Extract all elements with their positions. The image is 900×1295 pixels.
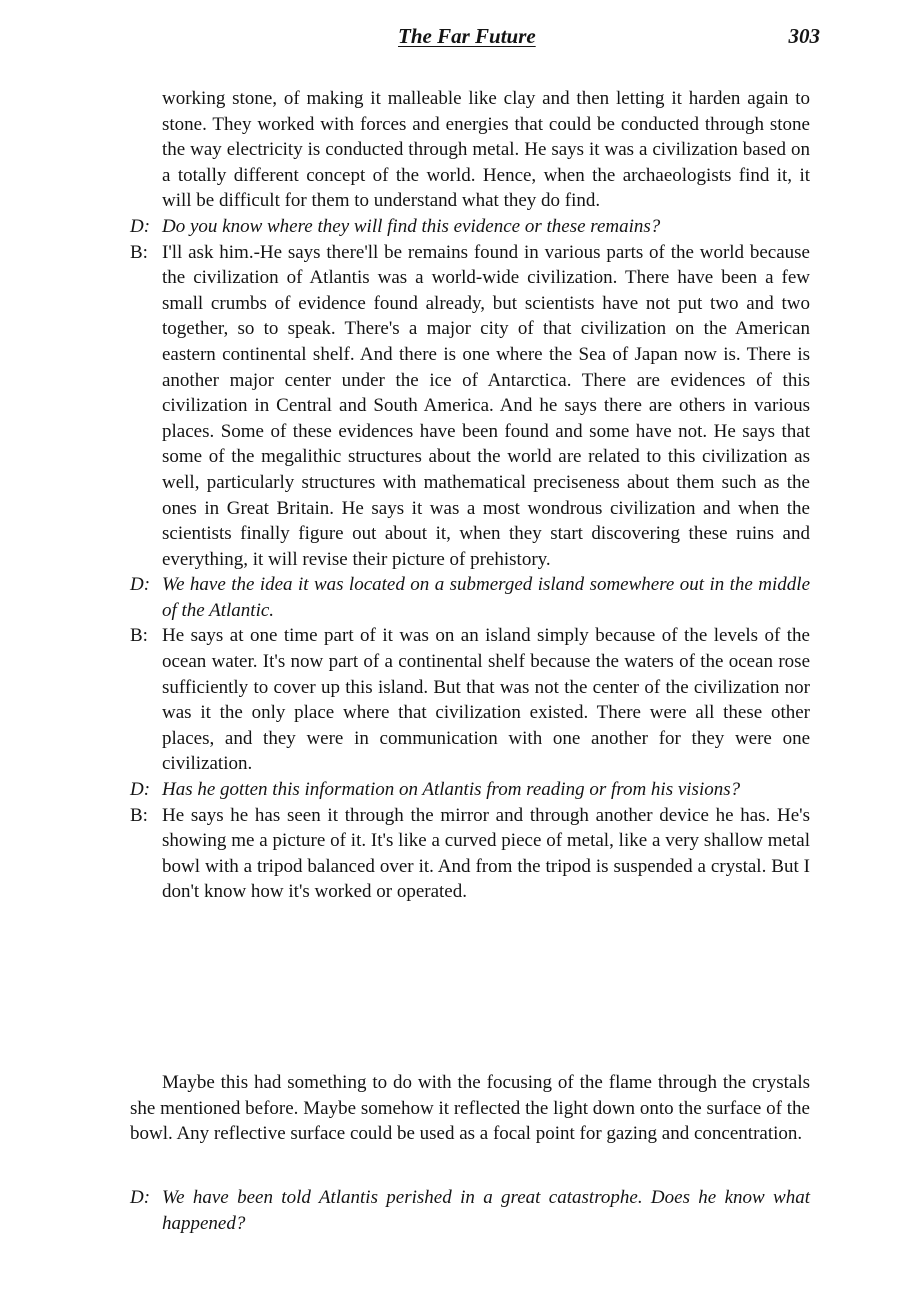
narration-paragraph: Maybe this had something to do with the focusing of the flame through the crystals she mentioned before. Maybe somehow it reflected the light down onto the surface of the bowl. Any reflective surface could be used as a focal point for gazing and concentration. — [130, 1072, 810, 1145]
speaker-label: D: — [130, 574, 151, 596]
question-entry — [130, 1185, 810, 1236]
entry-text: I'll ask him.-He says there'll be remains found in various parts of the world because the civilization of Atlantis was a world-wide civilization. There have been a few small crumbs of evidence found already, but scientists have not put two and two together, so to speak. There's a major city of that civilization on the American eastern continental shelf. And there is one where the Sea of Japan now is. There is another major center under the ice of Antarctica. There are evidences of this civilization in Central and South America. And he says there are others in various places. Some of these evidences have been found and some have not. He says that some of the megalithic structures about the world are related to this civilization as well, particularly structures with mathematical preciseness about them such as the ones in Great Britain. He says it was a most wondrous civilization and when the scientists finally figure out about it, when they start discovering these ruins and everything, it will revise their picture of prehistory. — [162, 241, 810, 570]
entry-text: He says he has seen it through the mirror and through another device he has. He's showing me a picture of it. It's like a curved piece of metal, like a very shallow metal bowl with a tripod balanced over it. And from the tripod is suspended a crystal. But I don't know how it's worked or operated. — [162, 804, 810, 903]
entry-text: Do you know where they will find this evidence or these remains? — [162, 215, 661, 237]
running-title: The Far Future — [398, 24, 536, 48]
answer-entry — [130, 240, 810, 573]
speaker-label: D: — [130, 779, 151, 801]
entry-text: Has he gotten this information on Atlantis from reading or from his visions? — [162, 779, 741, 801]
question-entry — [130, 214, 810, 240]
final-question-block — [130, 1185, 810, 1236]
speaker-label: D: — [130, 1187, 151, 1208]
continued-answer — [130, 86, 810, 214]
speaker-label: D: — [130, 215, 151, 237]
speaker-label: B: — [130, 625, 148, 647]
page-number: 303 — [788, 24, 820, 48]
entry-text: We have been told Atlantis perished in a great catastrophe. Does he know what happened? — [162, 1187, 810, 1234]
speaker-label: B: — [130, 241, 148, 263]
entry-text: working stone, of making it malleable like clay and then letting it harden again to stone. They worked with forces and energies that could be conducted through stone the way electricity is conducted through metal. He says it was a civilization based on a totally different concept of the world. Hence, when the archaeologists find it, it will be difficult for them to understand what they do find. — [162, 88, 810, 212]
running-header — [130, 24, 820, 54]
answer-entry — [130, 803, 810, 905]
narration-block — [130, 1070, 810, 1147]
answer-entry — [130, 623, 810, 777]
entry-text: He says at one time part of it was on an island simply because of the levels of the ocean water. It's now part of a continental shelf because the waters of the ocean rose sufficiently to cover up this island. But that was not the center of the civilization nor was it the only place where that civilization existed. There were all these other places, and they were in communication with one another for they were one civilization. — [162, 625, 810, 775]
dialogue-block — [130, 86, 810, 905]
question-entry — [130, 572, 810, 623]
speaker-label: B: — [130, 804, 148, 826]
entry-text: We have the idea it was located on a submerged island somewhere out in the middle of the Atlantic. — [162, 574, 810, 621]
question-entry — [130, 777, 810, 803]
